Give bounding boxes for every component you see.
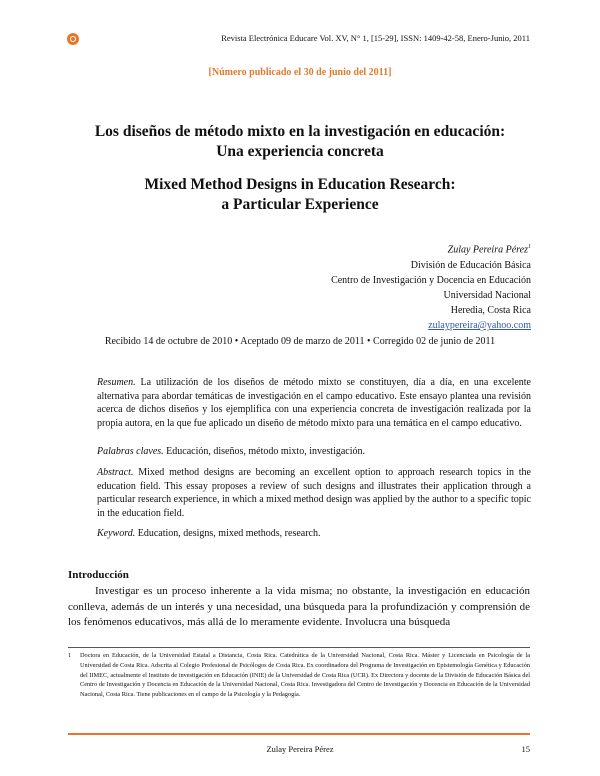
affiliation-location: Heredia, Costa Rica — [450, 305, 531, 317]
title-english — [40, 175, 560, 215]
title-en-line1: Mixed Method Designs in Education Research: — [144, 176, 456, 193]
footnote-divider — [68, 647, 530, 648]
title-spanish — [40, 122, 560, 162]
author-name-line — [250, 240, 531, 258]
author-footnote-ref[interactable]: 1 — [528, 244, 531, 250]
footnote-number: 1 — [68, 652, 72, 659]
author-name: Zulay Pereira Pérez — [447, 244, 528, 256]
abstract-es-label: Resumen. — [97, 377, 136, 388]
author-block — [250, 240, 531, 334]
abstract-spanish — [97, 376, 531, 430]
title-es-line2: Una experiencia concreta — [216, 143, 384, 160]
footnote — [68, 651, 530, 700]
keywords-en-label: Keyword. — [97, 528, 136, 539]
submission-dates: Recibido 14 de octubre de 2010 • Aceptado 09 de marzo de 2011 • Corregido 02 de junio de 2011 — [104, 336, 496, 347]
footer-author: Zulay Pereira Pérez — [266, 744, 334, 754]
author-email-link[interactable]: zulaypereira@yahoo.com — [428, 320, 531, 332]
journal-logo — [67, 33, 79, 45]
keywords-english — [97, 527, 531, 541]
published-note: [Número publicado el 30 de junio del 2011] — [208, 67, 392, 78]
keywords-es-text: Educación, diseños, método mixto, investigación. — [163, 446, 366, 457]
footer-divider — [68, 733, 530, 735]
abstract-es-text: La utilización de los diseños de método mixto se constituyen, día a día, en una excelente alternativa para abordar temáticas de investigación en el campo educativo. Este ensayo plantea una revisión acerca de dichos diseños y los ejemplifica con una experiencia concreta de investigación realizada por la propia autora, en la que fue aplicado un diseño de método mixto para una temática en el campo educativo. — [97, 377, 531, 429]
keywords-en-text: Education, designs, mixed methods, research. — [135, 528, 321, 539]
keywords-es-label: Palabras claves. — [97, 446, 164, 457]
abstract-english — [97, 466, 531, 520]
title-en-line2: a Particular Experience — [221, 196, 379, 213]
journal-header: Revista Electrónica Educare Vol. XV, N° 1, [15-29], ISSN: 1409-42-58, Enero-Junio, 2011 — [221, 33, 530, 43]
footnote-text: Doctora en Educación, de la Universidad Estatal a Distancia, Costa Rica. Catedrática de la Universidad Nacional, Costa Rica. Máster y Licenciada en Psicología de la Universidad de Costa Rica. Adscrita al Colegio Profesional de Psicólogos de Costa Rica. Ex coordinadora del Programa de Investigación en Epistemología Genética y Educación del IIMEC, actualmente el Instituto de investigación en Educación (INIE) de la Universidad de Costa Rica (UCR). Ex Directora y docente de la División de Educación Básica del Centro de Investigación y Docencia en Educación de la Universidad Nacional, Costa Rica. Investigadora del Centro de Investigación y Docencia en Educación de la Universidad Nacional, Costa Rica. Tiene publicaciones en el campo de la Psicología y la Pedagogía. — [80, 652, 530, 699]
keywords-spanish — [97, 445, 531, 459]
body-paragraph: Investigar es un proceso inherente a la vida misma; no obstante, la investigación en educación conlleva, además de un interés y una necesidad, una búsqueda para la profundización y comprensión de los fenómenos educativos, más allá de lo meramente evidente. Involucra una búsqueda — [68, 585, 530, 628]
affiliation-division: División de Educación Básica — [410, 259, 531, 271]
affiliation-center: Centro de Investigación y Docencia en Educación — [331, 274, 531, 286]
affiliation-university: Universidad Nacional — [443, 289, 531, 301]
page-number: 15 — [521, 744, 530, 754]
title-es-line1: Los diseños de método mixto en la investigación en educación: — [94, 123, 506, 140]
section-heading: Introducción — [68, 569, 129, 581]
abstract-en-text: Mixed method designs are becoming an excellent option to approach research topics in the education field. This essay proposes a review of such designs and illustrates their application through a particular research experience, in which a mixed method design was applied by the author to a specific topic in the education field. — [97, 467, 531, 519]
abstract-en-label: Abstract. — [97, 467, 134, 478]
